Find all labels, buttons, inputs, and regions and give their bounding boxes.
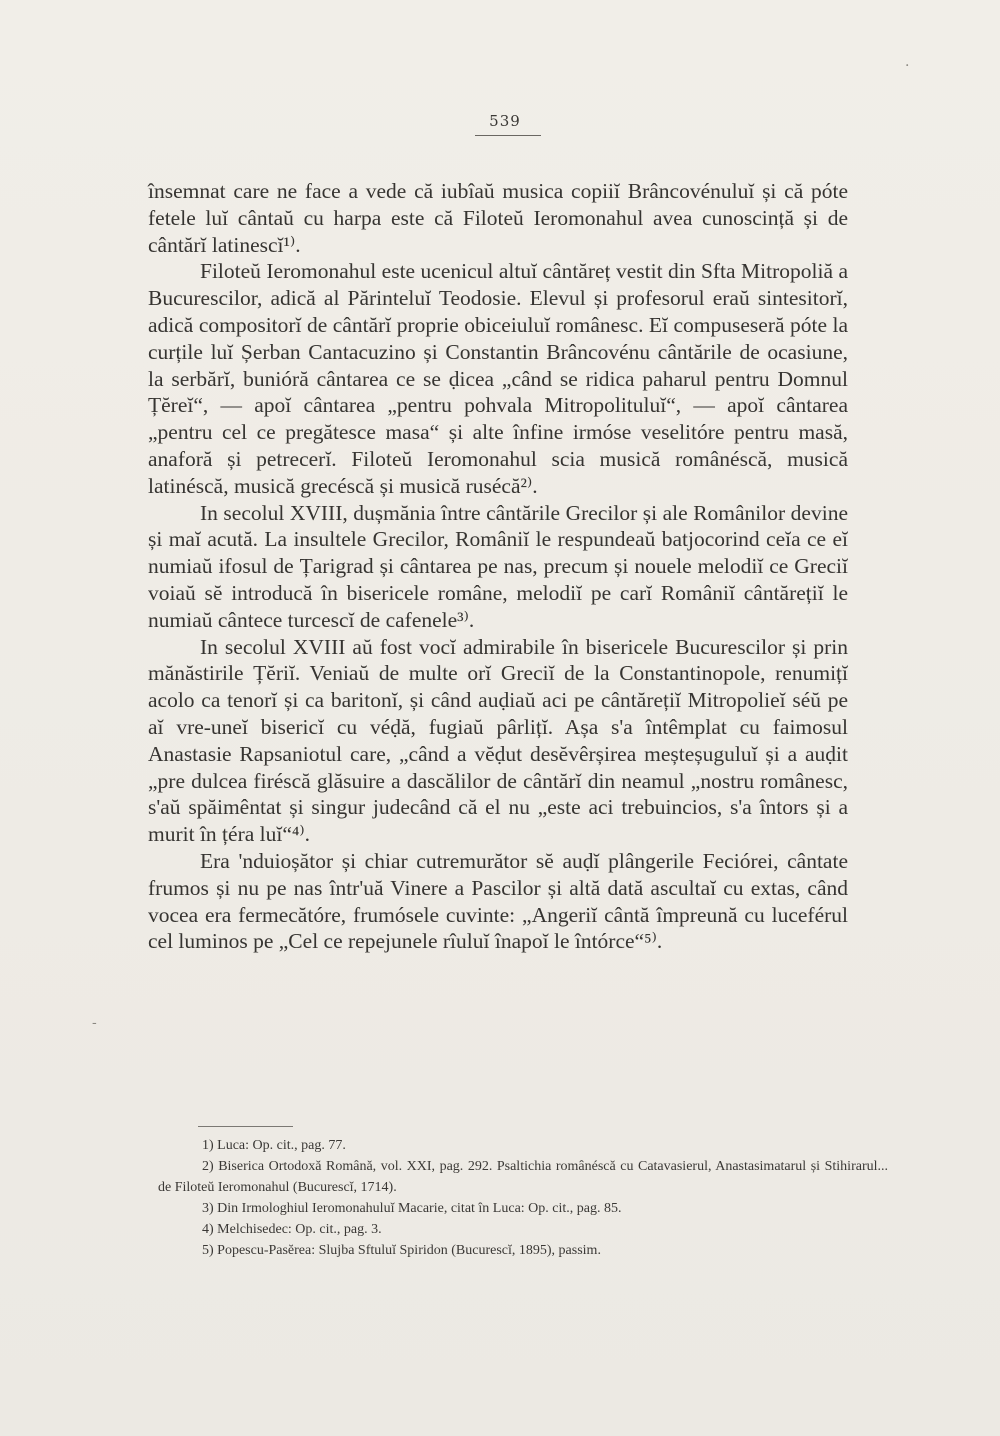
- footnote-3: 3) Din Irmologhiul Ieromonahuluĭ Macarie, citat în Luca: Op. cit., pag. 85.: [202, 1201, 622, 1216]
- footnotes: [158, 1135, 888, 1261]
- footnote-4: 4) Melchisedec: Op. cit., pag. 3.: [202, 1222, 382, 1237]
- page-number: 539: [489, 112, 521, 130]
- body-text: [148, 178, 848, 955]
- page-number-underline: [475, 135, 541, 136]
- footnote-2: 2) Biserica Ortodoxă Română, vol. XXI, pag. 292. Psaltichia românéscă cu Catavasierul, Anastasimatarul și Stihirarul... de Filoteŭ Ieromonahul (Bucurescĭ, 1714).: [158, 1159, 888, 1195]
- footnote-5: 5) Popescu-Pasĕrea: Slujba Sftuluĭ Spiridon (Bucurescĭ, 1895), passim.: [202, 1243, 601, 1258]
- paragraph-5: Era 'nduioșător și chiar cutremurător sĕ auḍĭ plângerile Feciórei, cântate frumos și nu pe nas într'uă Vinere a Pascilor și altă dată ascultaĭ cu extas, când vocea era fermecătóre, frumósele cuvinte: „Angeriĭ cântă împreună cu luceférul cel luminos pe „Cel ce repejunele rîuluĭ înapoĭ le întórce“⁵⁾.: [148, 848, 848, 954]
- footnote-separator: [198, 1126, 293, 1127]
- footnote-1: 1) Luca: Op. cit., pag. 77.: [202, 1138, 346, 1153]
- paragraph-1: însemnat care ne face a vede că iubîaŭ musica copiiĭ Brâncovénuluĭ și că póte fetele luĭ cântaŭ cu harpa este că Filoteŭ Ieromonahul avea cunoscință și de cântărĭ latinescĭ¹⁾.: [148, 179, 848, 257]
- paragraph-2: Filoteŭ Ieromonahul este ucenicul altuĭ cântăreț vestit din Sfta Mitropoliă a Bucurescilor, adică al Părinteluĭ Teodosie. Elevul și profesorul eraŭ sintesitorĭ, adică compositorĭ de cântărĭ proprie obiceiuluĭ românesc. Eĭ compuseseră póte la curțile luĭ Șerban Cantacuzino și Constantin Brâncovénu cântările de ocasiune, la serbărĭ, bunióră cântarea ce se ḍicea „când se ridica paharul pentru Domnul Țĕreĭ“, — apoĭ cântarea „pentru pohvala Mitropolituluĭ“, — apoĭ cântarea „pentru cel ce pregătesce masa“ și alte înfine irmóse veselitóre pentru masă, anaforă și petrecerĭ. Filoteŭ Ieromonahul scia musică românéscă, musică latinéscă, musică grecéscă și musică rusécă²⁾.: [148, 259, 848, 498]
- paragraph-4: In secolul XVIII aŭ fost vocĭ admirabile în bisericele Bucurescilor și prin mănăstirile Țĕriĭ. Veniaŭ de multe orĭ Greciĭ de la Constantinopole, renumițĭ acolo ca tenorĭ și ca baritonĭ, și când auḍiaŭ aci pe cântărețiĭ Mitropolieĭ séŭ pe aĭ vre-uneĭ bisericĭ cu véḍă, fugiaŭ pârlițĭ. Așa s'a întêmplat cu faimosul Anastasie Rapsaniotul care, „când a vĕḍut desĕvêrșirea meșteșuguluĭ și a auḍit „pre dulcea firéscă glăsuire a dascălilor de cântărĭ din neamul „nostru românesc, s'aŭ spăimêntat și singur judecând că el nu „este aci trebuincios, s'a întors și a murit în țéra luĭ“⁴⁾.: [148, 634, 848, 847]
- margin-dash-mark: ‐: [92, 1015, 97, 1031]
- margin-dot-mark: ·: [905, 58, 910, 74]
- paragraph-3: In secolul XVIII, dușmănia între cântările Grecilor și ale Românilor devine și maĭ acută. La insultele Grecilor, Româniĭ le respundeaŭ batjocorind ceĭa ce eĭ numiaŭ ifosul de Țarigrad și cântarea pe nas, precum și nouele melodiĭ ce Greciĭ voiaŭ sĕ introducă în bisericele române, melodiĭ pe carĭ Româniĭ cântărețiĭ le numiaŭ cântece turcescĭ de cafenele³⁾.: [148, 500, 848, 632]
